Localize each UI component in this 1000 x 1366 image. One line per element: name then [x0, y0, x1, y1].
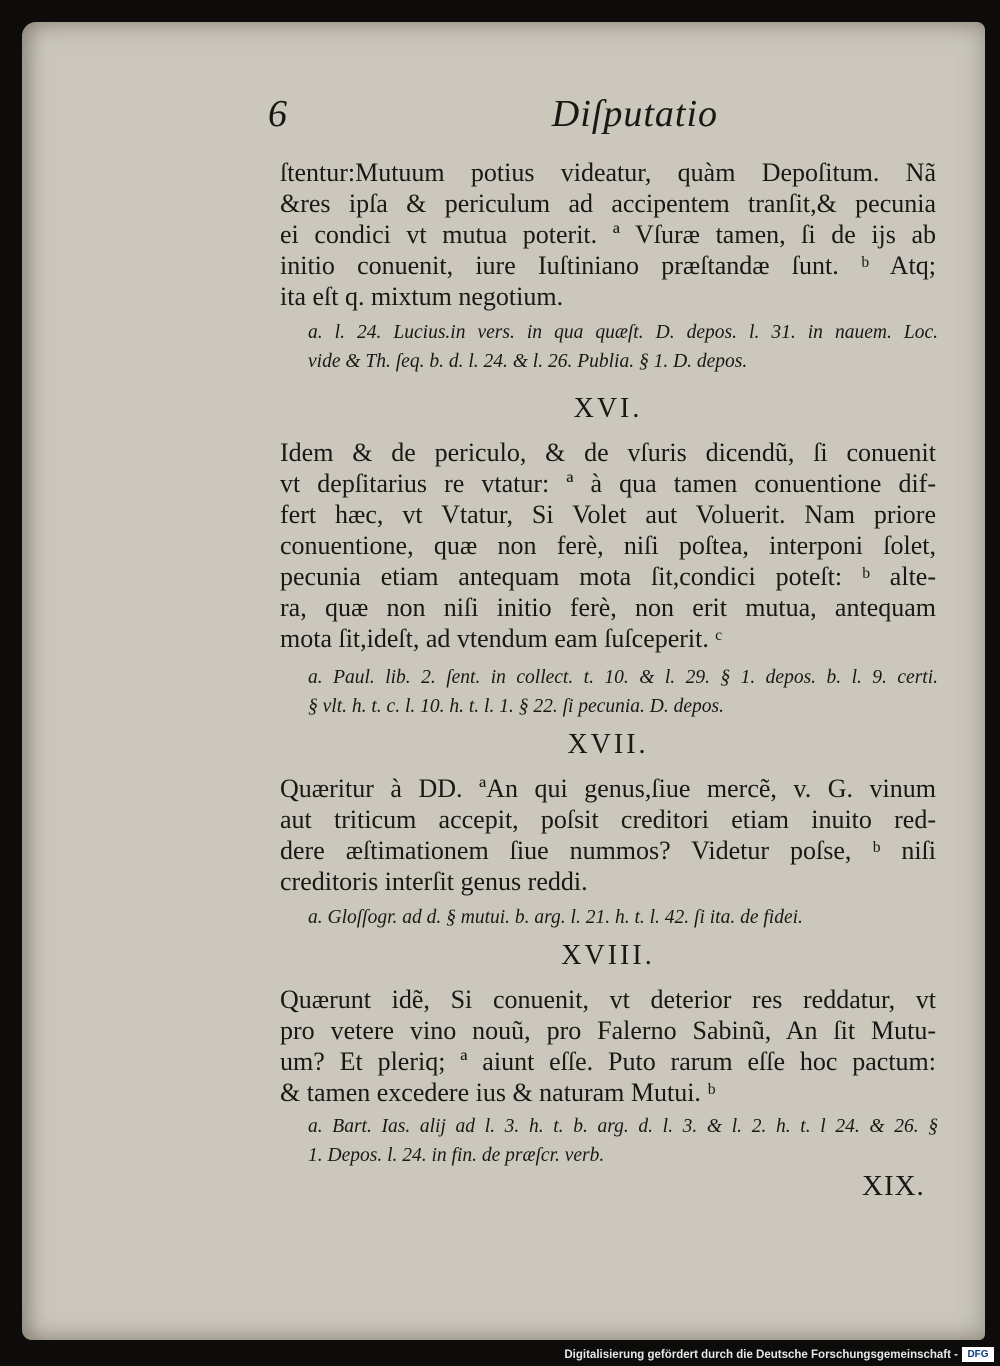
- paragraph-4: [280, 984, 936, 1108]
- text-line: Idem & de periculo, & de vſuris dicendũ, ſi conuenit: [280, 438, 936, 467]
- text-line: Quærunt idẽ, Si conuenit, vt deterior res reddatur, vt: [280, 985, 936, 1014]
- note-line: a. l. 24. Lucius.in vers. in qua quæſt. D. depos. l. 31. in nauem. Loc.: [308, 322, 938, 343]
- text-line: conuentione, quæ non ferè, niſi poſtea, interponi ſolet,: [280, 531, 936, 560]
- footnote-2: [308, 663, 938, 721]
- note-line: a. Bart. Ias. alij ad l. 3. h. t. b. arg. d. l. 3. & l. 2. h. t. l 24. & 26. §: [308, 1116, 938, 1137]
- paragraph-3: [280, 773, 936, 897]
- text-line: pro vetere vino nouũ, pro Falerno Sabinũ, An ſit Mutu-: [280, 1016, 936, 1045]
- dfg-logo: DFG: [962, 1347, 994, 1362]
- paragraph-1: [280, 157, 936, 312]
- text-line: ei condici vt mutua poterit. ª Vſuræ tamen, ſi de ijs ab: [280, 220, 936, 249]
- footnote-3: [308, 903, 938, 932]
- text-line: aut triticum accepit, poſsit creditori etiam inuito red-: [280, 805, 936, 834]
- section-heading-xvi: XVI.: [573, 393, 643, 424]
- text-line: & tamen excedere ius & naturam Mutui. ᵇ: [280, 1078, 716, 1107]
- running-head: [268, 92, 718, 148]
- note-line: a. Gloſſogr. ad d. § mutui. b. arg. l. 21. h. t. l. 42. ſi ita. de fidei.: [308, 907, 803, 928]
- note-line: § vlt. h. t. c. l. 10. h. t. l. 1. § 22. ſi pecunia. D. depos.: [308, 696, 724, 717]
- catchword: XIX.: [862, 1170, 925, 1202]
- text-line: um? Et pleriq; ª aiunt eſſe. Puto rarum eſſe hoc pactum:: [280, 1047, 936, 1076]
- note-line: vide & Th. ſeq. b. d. l. 24. & l. 26. Publia. § 1. D. depos.: [308, 351, 748, 372]
- text-line: initio conuenit, iure Iuſtiniano præſtandæ ſunt. ᵇ Atq;: [280, 251, 936, 280]
- text-line: ra, quæ non niſi initio ferè, non erit mutua, antequam: [280, 593, 936, 622]
- paragraph-2: [280, 437, 936, 654]
- footnote-4: [308, 1112, 938, 1170]
- text-line: dere æſtimationem ſiue nummos? Videtur poſse, ᵇ niſi: [280, 836, 936, 865]
- text-line: &res ipſa & periculum ad accipentem tranſit,& pecunia: [280, 189, 936, 218]
- text-line: pecunia etiam antequam mota ſit,condici poteſt: ᵇ alte-: [280, 562, 936, 591]
- section-heading-xviii: XVIII.: [561, 940, 655, 971]
- text-line: creditoris interſit genus reddi.: [280, 867, 588, 896]
- digitization-footer: [0, 1340, 1000, 1366]
- section-heading-xvii: XVII.: [567, 729, 649, 760]
- page-number: 6: [268, 93, 287, 135]
- funding-notice: Digitalisierung gefördert durch die Deutsche Forschungsgemeinschaft -: [564, 1349, 958, 1361]
- text-line: ſtentur:Mutuum potius videatur, quàm Depoſitum. Nã: [280, 158, 936, 187]
- text-line: mota ſit,ideſt, ad vtendum eam ſuſceperit. ᶜ: [280, 624, 723, 653]
- note-line: 1. Depos. l. 24. in fin. de præſcr. verb.: [308, 1145, 605, 1166]
- running-title: Diſputatio: [551, 93, 718, 135]
- footnote-1: [308, 318, 938, 376]
- text-line: fert hæc, vt Vtatur, Si Volet aut Voluerit. Nam priore: [280, 500, 936, 529]
- note-line: a. Paul. lib. 2. ſent. in collect. t. 10. & l. 29. § 1. depos. b. l. 9. certi.: [308, 667, 938, 688]
- text-line: Quæritur à DD. ªAn qui genus,ſiue mercẽ, v. G. vinum: [280, 774, 936, 803]
- text-line: ita eſt q. mixtum negotium.: [280, 282, 564, 311]
- text-line: vt depſitarius re vtatur: ª à qua tamen conuentione dif-: [280, 469, 936, 498]
